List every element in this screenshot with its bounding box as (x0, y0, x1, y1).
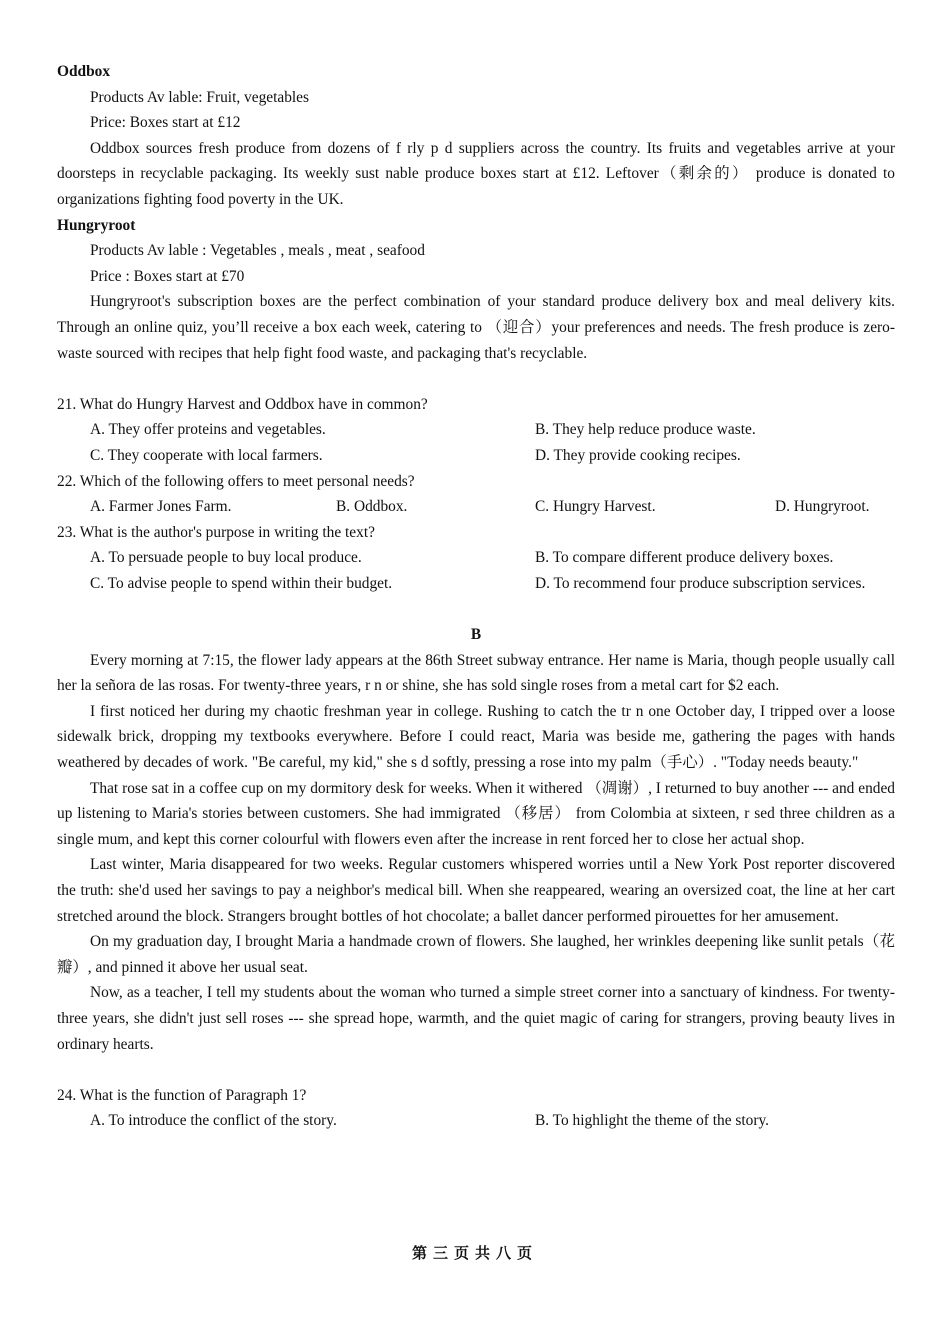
option-c: C. Hungry Harvest. (535, 498, 656, 516)
hungryroot-title: Hungryroot (57, 216, 136, 234)
story-paragraph: On my graduation day, I brought Maria a handmade crown of flowers. She laughed, her wrinkles deepening like sunlit petals（花瓣）, and pinned it above her usual seat. (57, 933, 895, 976)
document-page (57, 59, 895, 1134)
question-stem: 22. Which of the following offers to meet personal needs? (57, 472, 415, 490)
section-b (57, 622, 895, 1057)
question-stem: 24. What is the function of Paragraph 1? (57, 1086, 307, 1104)
option-a: A. They offer proteins and vegetables. (90, 421, 326, 439)
option-b: B. They help reduce produce waste. (535, 421, 756, 439)
option-b: B. To compare different produce delivery boxes. (535, 549, 834, 567)
option-d: D. To recommend four produce subscription services. (535, 574, 866, 592)
option-c: C. They cooperate with local farmers. (90, 446, 323, 464)
hungryroot-products: Products Av lable : Vegetables , meals , meat , seafood (90, 242, 425, 260)
story-paragraph: I first noticed her during my chaotic freshman year in college. Rushing to catch the tr n one October day, I tripped over a loose sidewalk brick, dropping my textbooks everywhere. Before I could react, Maria was beside me, gathering the pages with hands weathered by decades of work. "Be careful, my kid," she s d softly, pressing a rose into my palm（手心）. "Today needs beauty." (57, 702, 895, 772)
question-22 (57, 469, 895, 520)
option-a: A. To introduce the conflict of the story. (90, 1112, 337, 1130)
section-b-title: B (470, 626, 482, 644)
option-b: B. Oddbox. (336, 498, 408, 516)
oddbox-price: Price: Boxes start at £12 (90, 114, 241, 132)
story-paragraph: That rose sat in a coffee cup on my dormitory desk for weeks. When it withered （凋谢）, I returned to buy another --- and ended up listening to Maria's stories between customers. She had immigrated （移居） from Colombia at sixteen, r sed three children as a single mum, and kept this corner colourful with flowers even after the increase in rent forced her to close her actual shop. (57, 779, 895, 848)
oddbox-title: Oddbox (57, 63, 111, 80)
option-d: D. They provide cooking recipes. (535, 446, 741, 464)
option-c: C. To advise people to spend within their budget. (90, 574, 393, 592)
story-paragraph: Last winter, Maria disappeared for two weeks. Regular customers whispered worries until a New York Post reporter discovered the truth: she'd used her savings to pay a neighbor's medical bill. When she reappeared, wearing an oversized coat, the line at her cart stretched around the block. Strangers brought bottles of hot chocolate; a ballet dancer performed pirouettes for her amusement. (57, 856, 895, 925)
hungryroot-section (57, 213, 895, 367)
hungryroot-description: Hungryroot's subscription boxes are the perfect combination of your standard produce delivery box and meal delivery kits. Through an online quiz, you’ll receive a box each week, catering to （迎合）your preferences and needs. The fresh produce is zero-waste sourced with recipes that help fight food waste, and packaging that's recyclable. (57, 293, 895, 362)
question-21 (57, 392, 895, 469)
option-a: A. Farmer Jones Farm. (90, 498, 232, 516)
story-paragraph: Now, as a teacher, I tell my students about the woman who turned a simple street corner into a sanctuary of kindness. For twenty-three years, she didn't just sell roses --- she spread hope, warmth, and the quiet magic of caring for strangers, proving beauty lives in ordinary hearts. (57, 984, 895, 1053)
option-a: A. To persuade people to buy local produce. (90, 549, 362, 567)
oddbox-description: Oddbox sources fresh produce from dozens of f rly p d suppliers across the country. Its fruits and vegetables arrive at your doorsteps in recyclable packaging. Its weekly sust nable produce boxes start at £12. Leftover（剩余的） produce is donated to organizations fighting food poverty in the UK. (57, 139, 895, 208)
question-stem: 21. What do Hungry Harvest and Oddbox have in common? (57, 395, 428, 413)
option-d: D. Hungryroot. (775, 498, 870, 516)
story-paragraph: Every morning at 7:15, the flower lady appears at the 86th Street subway entrance. Her name is Maria, though people usually call her la señora de las rosas. For twenty-three years, r n or shine, she has sold single roses from a metal cart for $2 each. (57, 651, 895, 695)
hungryroot-price: Price : Boxes start at £70 (90, 267, 245, 285)
question-24 (57, 1083, 895, 1134)
oddbox-section (57, 59, 895, 213)
question-stem: 23. What is the author's purpose in writing the text? (57, 523, 375, 541)
option-b: B. To highlight the theme of the story. (535, 1112, 770, 1130)
question-23 (57, 520, 895, 597)
oddbox-products: Products Av lable: Fruit, vegetables (90, 88, 309, 106)
page-footer: 第三页共八页 (411, 1244, 538, 1262)
